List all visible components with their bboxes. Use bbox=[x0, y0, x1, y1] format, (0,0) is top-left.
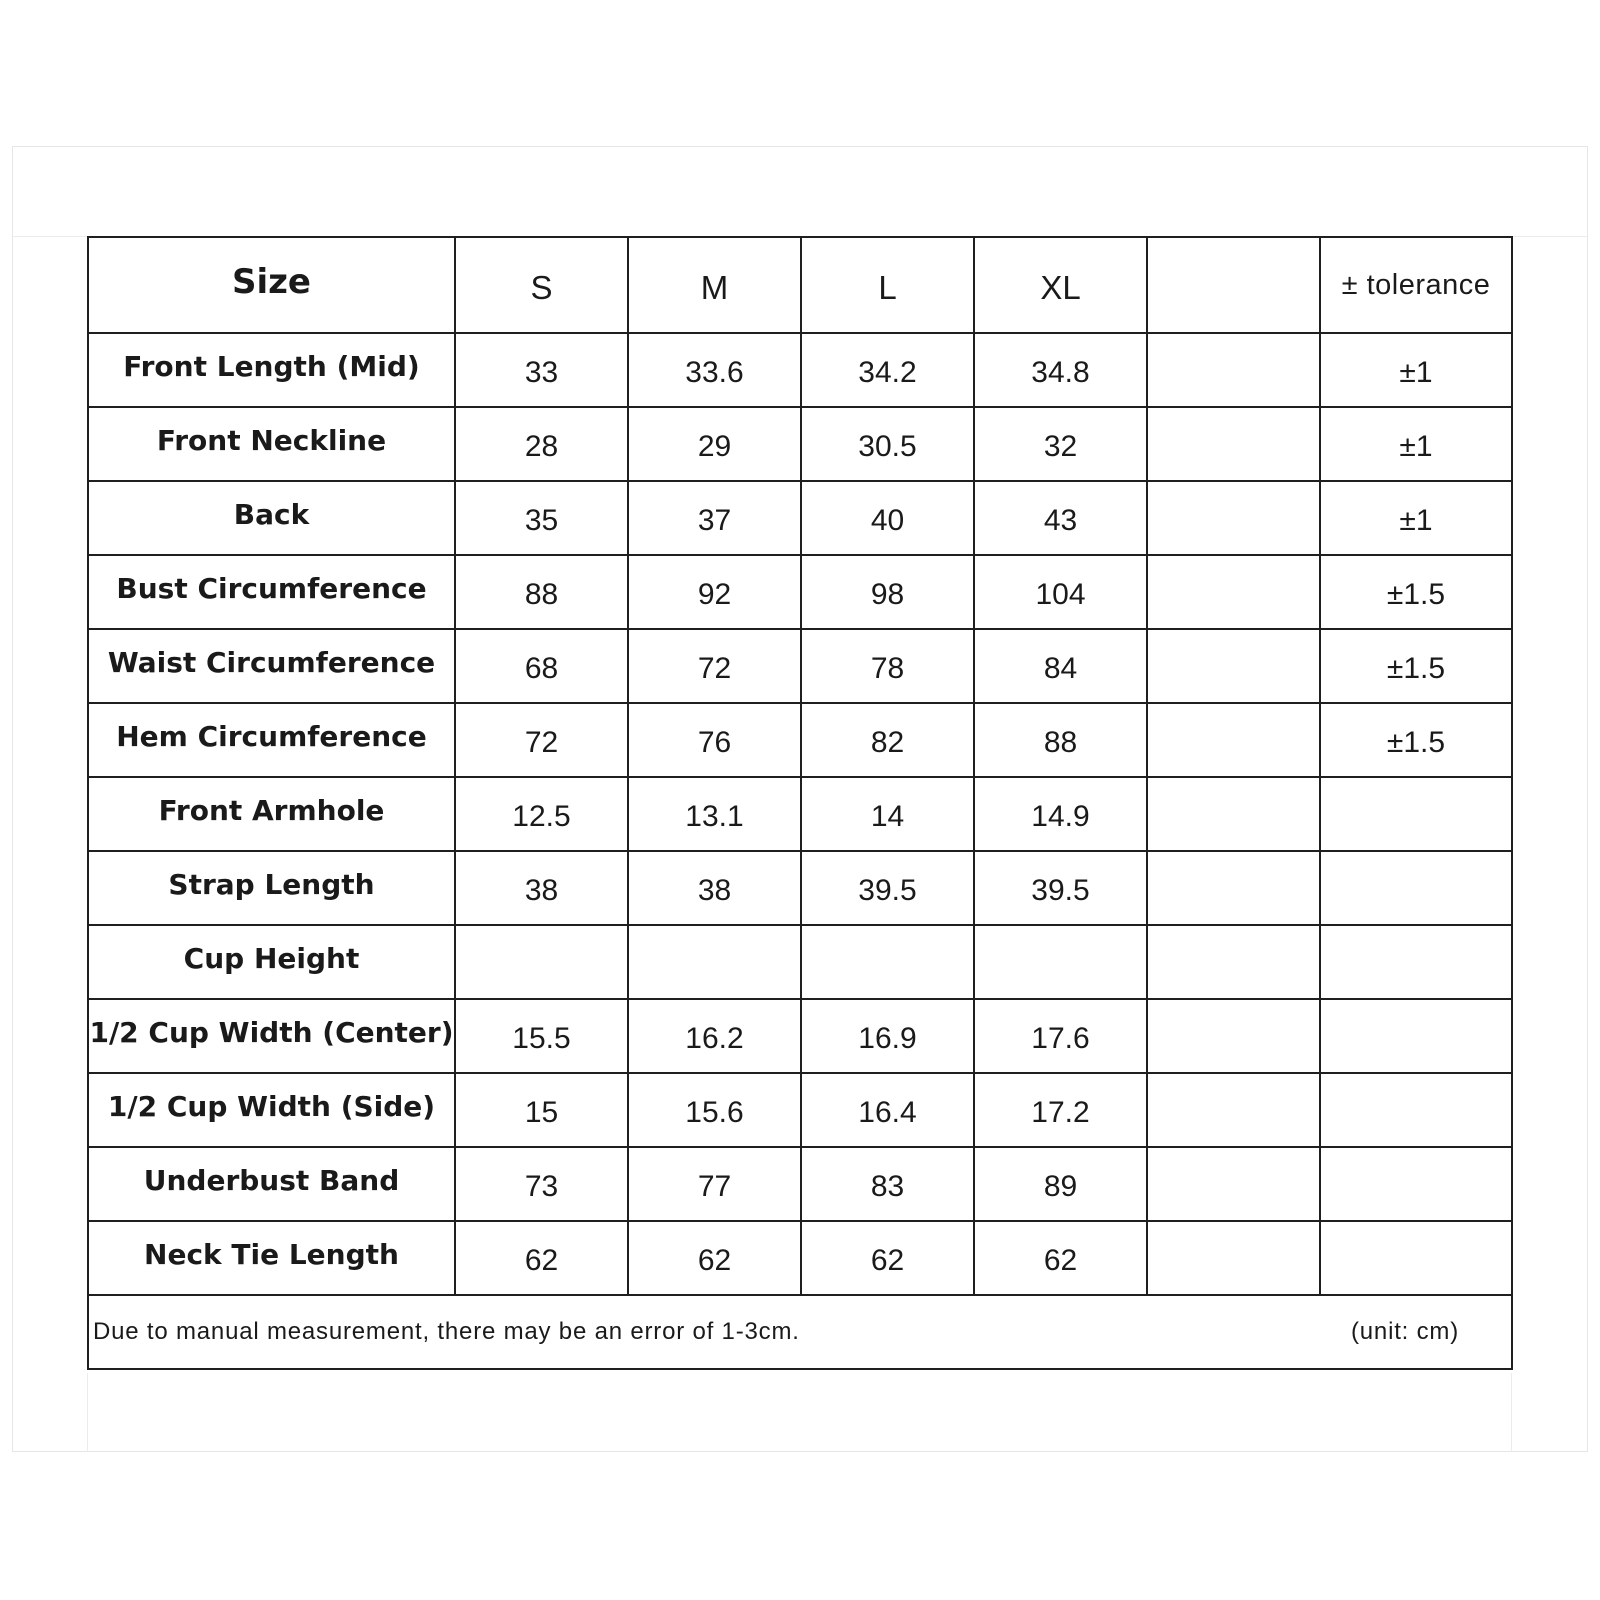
measurement-label: Back bbox=[233, 498, 310, 531]
blank-cell bbox=[1147, 555, 1320, 629]
blank-cell bbox=[1147, 703, 1320, 777]
value-cell bbox=[974, 1073, 1147, 1147]
row-label-cell bbox=[88, 481, 455, 555]
value-cell bbox=[974, 1147, 1147, 1221]
blank-cell bbox=[1147, 1073, 1320, 1147]
measurement-value: 92 bbox=[697, 578, 732, 611]
header-cell-size bbox=[88, 237, 455, 333]
footer-cell bbox=[88, 1295, 1512, 1369]
row-label-cell bbox=[88, 999, 455, 1073]
measurement-value: 37 bbox=[697, 504, 732, 537]
measurement-label: Bust Circumference bbox=[116, 572, 427, 605]
table-row bbox=[88, 999, 1512, 1073]
row-label-cell bbox=[88, 1147, 455, 1221]
table-row bbox=[88, 555, 1512, 629]
value-cell bbox=[455, 703, 628, 777]
measurement-label: Front Armhole bbox=[158, 794, 385, 827]
measurement-value: 72 bbox=[697, 652, 732, 685]
value-cell bbox=[974, 999, 1147, 1073]
measurement-value: 32 bbox=[1043, 430, 1078, 463]
tolerance-value: ±1.5 bbox=[1386, 652, 1446, 685]
value-cell bbox=[455, 999, 628, 1073]
measurement-value: 30.5 bbox=[858, 430, 917, 463]
value-cell bbox=[801, 555, 974, 629]
measurement-value: 73 bbox=[524, 1170, 559, 1203]
value-cell bbox=[974, 777, 1147, 851]
value-cell bbox=[974, 481, 1147, 555]
blank-cell bbox=[1147, 851, 1320, 925]
value-cell bbox=[455, 1073, 628, 1147]
value-cell bbox=[628, 481, 801, 555]
row-label-cell bbox=[88, 925, 455, 999]
value-cell bbox=[974, 703, 1147, 777]
value-cell bbox=[455, 333, 628, 407]
tolerance-cell bbox=[1320, 1221, 1512, 1295]
measurement-value: 104 bbox=[1035, 578, 1086, 611]
measurement-value: 33 bbox=[524, 356, 559, 389]
size-l-label: L bbox=[878, 269, 897, 306]
tolerance-cell bbox=[1320, 1147, 1512, 1221]
tolerance-cell bbox=[1320, 1073, 1512, 1147]
measurement-value: 88 bbox=[524, 578, 559, 611]
tolerance-cell bbox=[1320, 703, 1512, 777]
row-label-cell bbox=[88, 555, 455, 629]
measurement-label: 1/2 Cup Width (Side) bbox=[107, 1090, 436, 1123]
table-row bbox=[88, 851, 1512, 925]
value-cell bbox=[455, 851, 628, 925]
value-cell bbox=[455, 481, 628, 555]
sheet-gridline bbox=[1511, 1373, 1512, 1452]
measurement-value: 29 bbox=[697, 430, 732, 463]
measurement-value: 68 bbox=[524, 652, 559, 685]
value-cell bbox=[974, 1221, 1147, 1295]
measurement-value: 62 bbox=[1043, 1244, 1078, 1277]
row-label-cell bbox=[88, 777, 455, 851]
measurement-value: 88 bbox=[1043, 726, 1078, 759]
value-cell bbox=[628, 777, 801, 851]
measurement-label: Neck Tie Length bbox=[144, 1238, 399, 1271]
value-cell bbox=[801, 481, 974, 555]
measurement-label: Front Neckline bbox=[156, 424, 387, 457]
value-cell bbox=[628, 555, 801, 629]
blank-cell bbox=[1147, 1221, 1320, 1295]
value-cell bbox=[628, 1221, 801, 1295]
table-row bbox=[88, 1221, 1512, 1295]
measurement-value: 39.5 bbox=[1031, 874, 1090, 907]
measurement-value: 84 bbox=[1043, 652, 1078, 685]
tolerance-value: ±1 bbox=[1399, 356, 1433, 389]
table-row bbox=[88, 333, 1512, 407]
header-cell-xl bbox=[974, 237, 1147, 333]
value-cell bbox=[628, 1073, 801, 1147]
value-cell bbox=[974, 925, 1147, 999]
tolerance-cell bbox=[1320, 407, 1512, 481]
measurement-value: 38 bbox=[697, 874, 732, 907]
sheet-gridline bbox=[87, 1373, 88, 1452]
measurement-value: 76 bbox=[697, 726, 732, 759]
header-row bbox=[88, 237, 1512, 333]
tolerance-cell bbox=[1320, 777, 1512, 851]
value-cell bbox=[628, 851, 801, 925]
tolerance-value: ±1.5 bbox=[1386, 726, 1446, 759]
value-cell bbox=[801, 629, 974, 703]
size-s-label: S bbox=[530, 269, 553, 306]
value-cell bbox=[628, 925, 801, 999]
blank-cell bbox=[1147, 407, 1320, 481]
value-cell bbox=[801, 333, 974, 407]
value-cell bbox=[801, 1221, 974, 1295]
value-cell bbox=[455, 629, 628, 703]
tolerance-value: ±1 bbox=[1399, 430, 1433, 463]
measurement-label: Waist Circumference bbox=[107, 646, 436, 679]
measurement-value: 16.2 bbox=[685, 1022, 744, 1055]
measurement-value: 15 bbox=[524, 1096, 559, 1129]
header-cell-l bbox=[801, 237, 974, 333]
measurement-value: 12.5 bbox=[512, 800, 571, 833]
measurement-value: 13.1 bbox=[685, 800, 744, 833]
table-row bbox=[88, 777, 1512, 851]
value-cell bbox=[628, 407, 801, 481]
value-cell bbox=[628, 1147, 801, 1221]
row-label-cell bbox=[88, 629, 455, 703]
measurement-value: 28 bbox=[524, 430, 559, 463]
measurement-value: 39.5 bbox=[858, 874, 917, 907]
size-chart-table bbox=[87, 236, 1513, 1370]
header-cell-s bbox=[455, 237, 628, 333]
measurement-value: 38 bbox=[524, 874, 559, 907]
measurement-value: 98 bbox=[870, 578, 905, 611]
row-label-cell bbox=[88, 333, 455, 407]
footer-content bbox=[93, 1318, 1511, 1346]
table-row bbox=[88, 1073, 1512, 1147]
table-row bbox=[88, 629, 1512, 703]
measurement-value: 78 bbox=[870, 652, 905, 685]
value-cell bbox=[974, 407, 1147, 481]
value-cell bbox=[801, 703, 974, 777]
measurement-value: 34.2 bbox=[858, 356, 917, 389]
tolerance-cell bbox=[1320, 925, 1512, 999]
measurement-value: 43 bbox=[1043, 504, 1078, 537]
value-cell bbox=[628, 999, 801, 1073]
value-cell bbox=[801, 407, 974, 481]
measurement-label: Strap Length bbox=[168, 868, 375, 901]
tolerance-cell bbox=[1320, 999, 1512, 1073]
value-cell bbox=[801, 851, 974, 925]
value-cell bbox=[455, 1221, 628, 1295]
row-label-cell bbox=[88, 1221, 455, 1295]
measurement-value: 14 bbox=[870, 800, 905, 833]
value-cell bbox=[974, 851, 1147, 925]
value-cell bbox=[801, 1147, 974, 1221]
footer-row bbox=[88, 1295, 1512, 1369]
measurement-value: 16.4 bbox=[858, 1096, 917, 1129]
table-row bbox=[88, 407, 1512, 481]
measurement-label: Cup Height bbox=[183, 942, 360, 975]
measurement-value: 89 bbox=[1043, 1170, 1078, 1203]
size-m-label: M bbox=[700, 269, 729, 306]
value-cell bbox=[455, 407, 628, 481]
blank-cell bbox=[1147, 333, 1320, 407]
blank-cell bbox=[1147, 777, 1320, 851]
measurement-value: 33.6 bbox=[685, 356, 744, 389]
blank-cell bbox=[1147, 999, 1320, 1073]
row-label-cell bbox=[88, 703, 455, 777]
header-cell-blank bbox=[1147, 237, 1320, 333]
value-cell bbox=[628, 333, 801, 407]
row-label-cell bbox=[88, 1073, 455, 1147]
measurement-value: 62 bbox=[524, 1244, 559, 1277]
value-cell bbox=[974, 333, 1147, 407]
value-cell bbox=[974, 629, 1147, 703]
size-xl-label: XL bbox=[1040, 269, 1081, 306]
tolerance-value: ±1.5 bbox=[1386, 578, 1446, 611]
measurement-value: 14.9 bbox=[1031, 800, 1090, 833]
row-label-cell bbox=[88, 851, 455, 925]
value-cell bbox=[455, 555, 628, 629]
blank-cell bbox=[1147, 629, 1320, 703]
blank-cell bbox=[1147, 925, 1320, 999]
value-cell bbox=[455, 1147, 628, 1221]
tolerance-cell bbox=[1320, 851, 1512, 925]
blank-cell bbox=[1147, 1147, 1320, 1221]
measurement-value: 15.6 bbox=[685, 1096, 744, 1129]
measurement-label: Hem Circumference bbox=[116, 720, 427, 753]
measurement-label: Underbust Band bbox=[143, 1164, 400, 1197]
measurement-value: 40 bbox=[870, 504, 905, 537]
value-cell bbox=[628, 703, 801, 777]
header-cell-tolerance bbox=[1320, 237, 1512, 333]
value-cell bbox=[801, 1073, 974, 1147]
measurement-value: 34.8 bbox=[1031, 356, 1090, 389]
value-cell bbox=[801, 999, 974, 1073]
table-row bbox=[88, 703, 1512, 777]
tolerance-cell bbox=[1320, 629, 1512, 703]
measurement-label: Front Length (Mid) bbox=[123, 350, 420, 383]
value-cell bbox=[801, 777, 974, 851]
tolerance-cell bbox=[1320, 555, 1512, 629]
tolerance-cell bbox=[1320, 481, 1512, 555]
size-header-label: Size bbox=[232, 262, 311, 302]
value-cell bbox=[455, 777, 628, 851]
unit-label: (unit: cm) bbox=[1350, 1318, 1459, 1345]
table-row bbox=[88, 925, 1512, 999]
measurement-value: 15.5 bbox=[512, 1022, 571, 1055]
row-label-cell bbox=[88, 407, 455, 481]
measurement-value: 72 bbox=[524, 726, 559, 759]
value-cell bbox=[455, 925, 628, 999]
measurement-value: 17.2 bbox=[1031, 1096, 1090, 1129]
measurement-value: 35 bbox=[524, 504, 559, 537]
value-cell bbox=[974, 555, 1147, 629]
blank-cell bbox=[1147, 481, 1320, 555]
tolerance-value: ±1 bbox=[1399, 504, 1433, 537]
header-cell-m bbox=[628, 237, 801, 333]
value-cell bbox=[628, 629, 801, 703]
measurement-value: 82 bbox=[870, 726, 905, 759]
measurement-value: 83 bbox=[870, 1170, 905, 1203]
tolerance-header-label: ± tolerance bbox=[1341, 269, 1491, 301]
measurement-value: 77 bbox=[697, 1170, 732, 1203]
measurement-value: 16.9 bbox=[858, 1022, 917, 1055]
table-row bbox=[88, 481, 1512, 555]
measurement-label: 1/2 Cup Width (Center) bbox=[89, 1016, 454, 1049]
value-cell bbox=[801, 925, 974, 999]
measurement-value: 62 bbox=[870, 1244, 905, 1277]
measurement-value: 62 bbox=[697, 1244, 732, 1277]
table-row bbox=[88, 1147, 1512, 1221]
measurement-note: Due to manual measurement, there may be an error of 1-3cm. bbox=[93, 1318, 800, 1345]
measurement-value: 17.6 bbox=[1031, 1022, 1090, 1055]
tolerance-cell bbox=[1320, 333, 1512, 407]
